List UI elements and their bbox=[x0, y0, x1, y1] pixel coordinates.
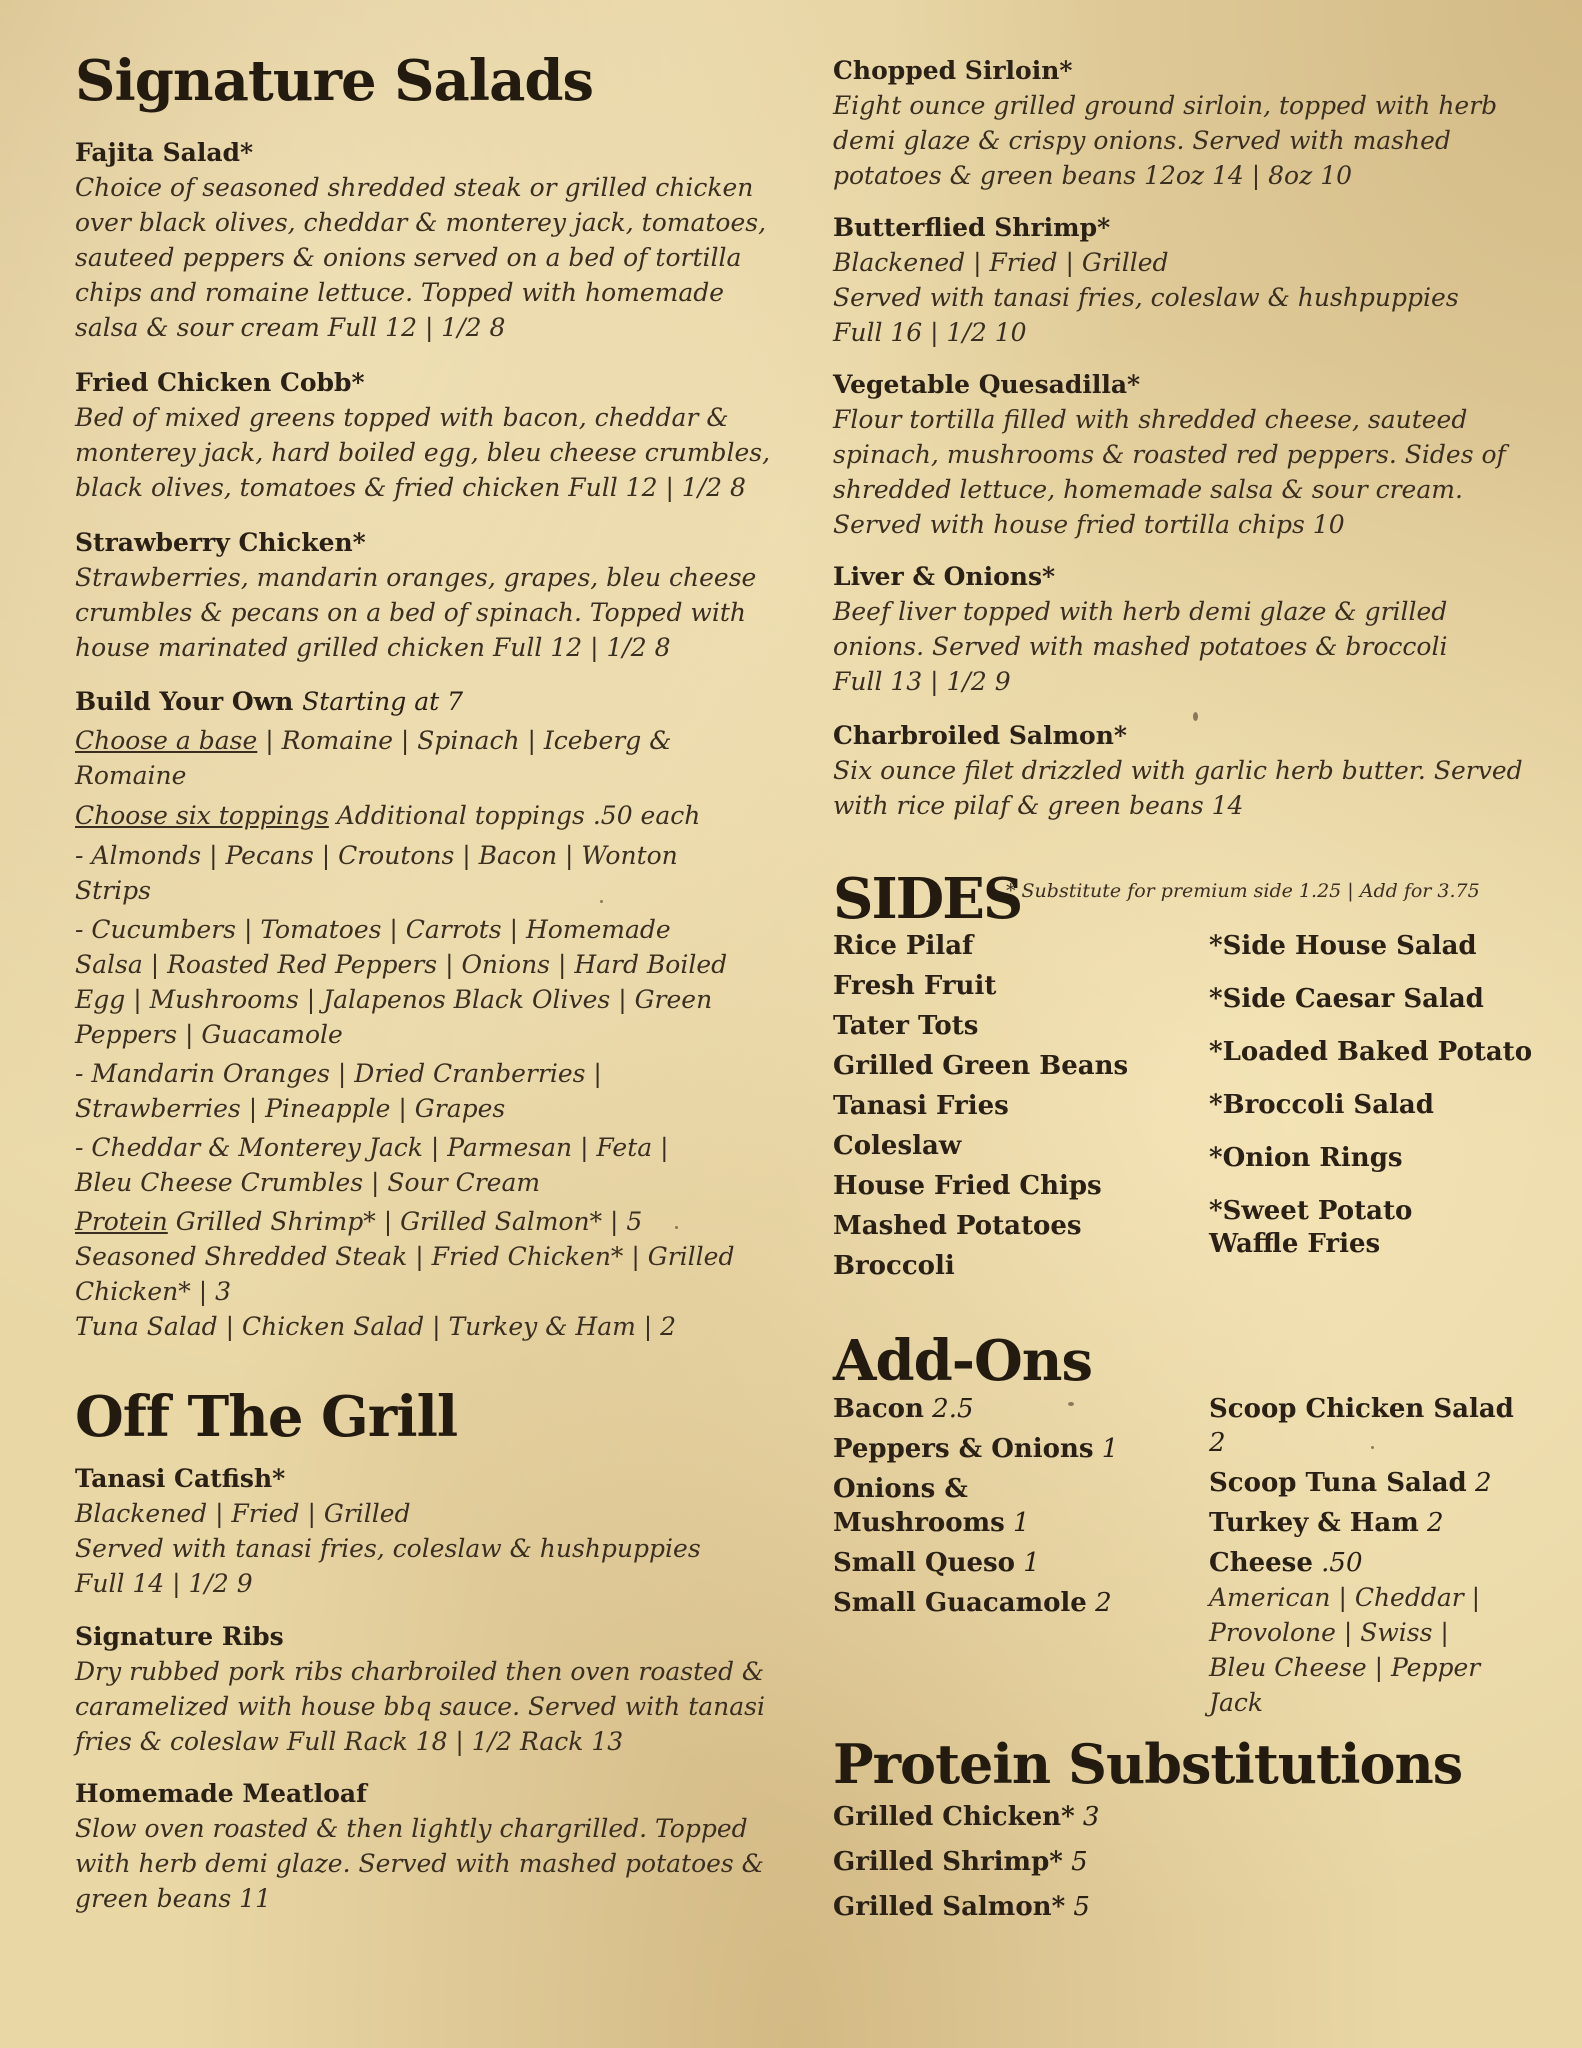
desc-line: Jack bbox=[1209, 1688, 1264, 1717]
protein-label: Protein bbox=[75, 1207, 168, 1236]
desc-line: Eight ounce grilled ground sirloin, topped with herb bbox=[833, 91, 1498, 120]
protein-sub-name: Grilled Shrimp* bbox=[833, 1847, 1063, 1877]
side-item: Coleslaw bbox=[833, 1131, 962, 1161]
item-name: Vegetable Quesadilla* bbox=[833, 370, 1141, 399]
protein-sub-name: Grilled Salmon* bbox=[833, 1892, 1066, 1922]
desc-line: Full 13 | 1/2 9 bbox=[833, 667, 1011, 696]
desc-line: Bleu Cheese | Pepper bbox=[1209, 1653, 1481, 1682]
desc-line: potatoes & green beans 12oz 14 | 8oz 10 bbox=[833, 161, 1353, 190]
desc-line: with herb demi glaze. Served with mashed potatoes & bbox=[75, 1849, 764, 1878]
desc-line: Bleu Cheese Crumbles | Sour Cream bbox=[75, 1168, 541, 1197]
premium-side-item: *Broccoli Salad bbox=[1209, 1090, 1434, 1120]
premium-side-item: *Onion Rings bbox=[1209, 1143, 1403, 1173]
menu-item-charbroiled-salmon bbox=[833, 719, 1523, 823]
desc-line: green beans 11 bbox=[75, 1884, 271, 1913]
desc-line: Served with house fried tortilla chips 10 bbox=[833, 510, 1345, 539]
desc-line: monterey jack, hard boiled egg, bleu cheese crumbles, bbox=[75, 438, 771, 467]
protein-substitutions-title: Protein Substitutions bbox=[833, 1732, 1463, 1796]
desc-line: Strips bbox=[75, 876, 151, 905]
add-on-name: Cheese bbox=[1209, 1548, 1313, 1578]
side-item: Tater Tots bbox=[833, 1011, 979, 1041]
add-on-price: .50 bbox=[1312, 1548, 1363, 1578]
item-description bbox=[833, 88, 1513, 193]
desc-line: - Almonds | Pecans | Croutons | Bacon | Wonton bbox=[75, 841, 678, 870]
toppings-note: Additional toppings .50 each bbox=[328, 801, 701, 830]
item-description bbox=[75, 170, 767, 345]
desc-line: shredded lettuce, homemade salsa & sour cream. bbox=[833, 475, 1463, 504]
add-on-item bbox=[1209, 1426, 1226, 1460]
desc-line: sauteed peppers & onions served on a bed of tortilla bbox=[75, 243, 742, 272]
sides-title: SIDES bbox=[833, 866, 1022, 932]
item-name: Tanasi Catfish* bbox=[75, 1464, 286, 1493]
item-name: Strawberry Chicken* bbox=[75, 528, 366, 557]
add-on-price: 1 bbox=[1093, 1434, 1119, 1464]
add-on-name: Peppers & Onions bbox=[833, 1434, 1094, 1464]
item-name bbox=[75, 685, 755, 719]
paper-speck bbox=[1193, 712, 1198, 721]
add-on-name: Small Guacamole bbox=[833, 1588, 1087, 1618]
paper-speck bbox=[1371, 1446, 1374, 1449]
add-on-name: Bacon bbox=[833, 1394, 924, 1424]
menu-item-signature-ribs bbox=[75, 1620, 765, 1759]
add-on-item bbox=[833, 1392, 974, 1426]
premium-side-item: Waffle Fries bbox=[1209, 1229, 1381, 1259]
desc-line: Strawberries | Pineapple | Grapes bbox=[75, 1094, 506, 1123]
item-description bbox=[833, 402, 1513, 542]
byo-name: Build Your Own bbox=[75, 687, 294, 716]
paper-speck bbox=[600, 900, 603, 903]
premium-side-item: *Side House Salad bbox=[1209, 931, 1477, 961]
add-on-price: 2 bbox=[1466, 1468, 1492, 1498]
desc-line: Provolone | Swiss | bbox=[1209, 1618, 1449, 1647]
item-name: Chopped Sirloin* bbox=[833, 56, 1073, 85]
add-on-item bbox=[1209, 1506, 1444, 1540]
add-on-name: Mushrooms bbox=[833, 1508, 1005, 1538]
item-name: Fried Chicken Cobb* bbox=[75, 368, 365, 397]
desc-line: over black olives, cheddar & monterey jack, tomatoes, bbox=[75, 208, 767, 237]
menu-item-strawberry-chicken bbox=[75, 526, 755, 665]
desc-line: Salsa | Roasted Red Peppers | Onions | Hard Boiled bbox=[75, 950, 728, 979]
desc-line: Six ounce filet drizzled with garlic herb butter. Served bbox=[833, 756, 1523, 785]
protein-sub-name: Grilled Chicken* bbox=[833, 1802, 1075, 1832]
add-on-price: 1 bbox=[1015, 1548, 1040, 1578]
signature-salads-title: Signature Salads bbox=[75, 48, 594, 114]
paper-speck bbox=[1068, 1402, 1074, 1406]
sides-note: * Substitute for premium side 1.25 | Add for 3.75 bbox=[1006, 880, 1480, 902]
protein-sub-price: 3 bbox=[1074, 1802, 1100, 1832]
side-item: House Fried Chips bbox=[833, 1171, 1102, 1201]
desc-line: Bed of mixed greens topped with bacon, cheddar & bbox=[75, 403, 729, 432]
menu-item-build-your-own bbox=[75, 685, 755, 1344]
menu-item-homemade-meatloaf bbox=[75, 1777, 764, 1916]
item-name: Fajita Salad* bbox=[75, 138, 254, 167]
desc-line: - Cheddar & Monterey Jack | Parmesan | Feta | bbox=[75, 1133, 669, 1162]
add-on-name: Onions & bbox=[833, 1474, 968, 1504]
item-name: Liver & Onions* bbox=[833, 562, 1056, 591]
paper-speck bbox=[675, 1226, 678, 1229]
off-the-grill-title: Off The Grill bbox=[75, 1384, 458, 1450]
add-on-item bbox=[833, 1586, 1112, 1620]
item-description bbox=[75, 1654, 765, 1759]
side-item: Tanasi Fries bbox=[833, 1091, 1009, 1121]
add-on-name: Scoop Tuna Salad bbox=[1209, 1468, 1467, 1498]
desc-line: Blackened | Fried | Grilled bbox=[75, 1499, 411, 1528]
desc-line: black olives, tomatoes & fried chicken Full 12 | 1/2 8 bbox=[75, 473, 746, 502]
byo-topping-list bbox=[75, 838, 755, 1200]
menu-item-fajita-salad bbox=[75, 136, 767, 345]
add-on-item bbox=[833, 1472, 968, 1506]
item-name: Charbroiled Salmon* bbox=[833, 721, 1127, 750]
add-on-price: 2.5 bbox=[923, 1394, 974, 1424]
protein-options: Grilled Shrimp* | Grilled Salmon* | 5 bbox=[167, 1207, 643, 1236]
menu-item-chopped-sirloin bbox=[833, 54, 1513, 193]
item-description bbox=[833, 753, 1523, 823]
protein-sub-item bbox=[833, 1845, 1088, 1879]
byo-starting-price: Starting at 7 bbox=[302, 687, 464, 716]
menu-item-tanasi-catfish bbox=[75, 1462, 755, 1601]
desc-line: Tuna Salad | Chicken Salad | Turkey & Ham | 2 bbox=[75, 1312, 677, 1341]
desc-line: Full 16 | 1/2 10 bbox=[833, 318, 1027, 347]
item-description bbox=[75, 400, 771, 505]
desc-line: salsa & sour cream Full 12 | 1/2 8 bbox=[75, 313, 506, 342]
desc-line bbox=[75, 1204, 755, 1239]
add-on-item bbox=[1209, 1466, 1492, 1500]
desc-line: demi glaze & crispy onions. Served with mashed bbox=[833, 126, 1451, 155]
desc-line: spinach, mushrooms & roasted red peppers. Sides of bbox=[833, 440, 1506, 469]
desc-line: chips and romaine lettuce. Topped with homemade bbox=[75, 278, 725, 307]
side-item: Grilled Green Beans bbox=[833, 1051, 1129, 1081]
desc-line: Served with tanasi fries, coleslaw & hushpuppies bbox=[833, 283, 1459, 312]
choose-toppings-label: Choose six toppings bbox=[75, 801, 329, 830]
desc-line bbox=[75, 723, 755, 758]
add-ons-title: Add-Ons bbox=[833, 1328, 1093, 1394]
menu-item-vegetable-quesadilla bbox=[833, 368, 1513, 542]
protein-sub-item bbox=[833, 1890, 1090, 1924]
base-options: | Romaine | Spinach | Iceberg & bbox=[257, 726, 672, 755]
item-name: Signature Ribs bbox=[75, 1622, 284, 1651]
byo-toppings bbox=[75, 798, 755, 833]
desc-line: Slow oven roasted & then lightly chargrilled. Topped bbox=[75, 1814, 748, 1843]
desc-line: fries & coleslaw Full Rack 18 | 1/2 Rack 13 bbox=[75, 1727, 624, 1756]
premium-side-item: *Side Caesar Salad bbox=[1209, 984, 1484, 1014]
desc-line: American | Cheddar | bbox=[1209, 1583, 1481, 1612]
add-on-item bbox=[833, 1506, 1030, 1540]
desc-line: Egg | Mushrooms | Jalapenos Black Olives | Green bbox=[75, 985, 713, 1014]
desc-line: Dry rubbed pork ribs charbroiled then oven roasted & bbox=[75, 1657, 765, 1686]
desc-line: Choice of seasoned shredded steak or grilled chicken bbox=[75, 173, 754, 202]
menu-item-liver-onions bbox=[833, 560, 1513, 699]
byo-protein bbox=[75, 1204, 755, 1344]
menu-item-butterflied-shrimp bbox=[833, 211, 1513, 350]
side-item: Mashed Potatoes bbox=[833, 1211, 1082, 1241]
add-on-item bbox=[833, 1546, 1040, 1580]
desc-line: Flour tortilla filled with shredded cheese, sauteed bbox=[833, 405, 1468, 434]
item-description bbox=[75, 560, 755, 665]
desc-line: house marinated grilled chicken Full 12 | 1/2 8 bbox=[75, 633, 671, 662]
desc-line: Peppers | Guacamole bbox=[75, 1020, 343, 1049]
add-on-name: Scoop Chicken Salad bbox=[1209, 1394, 1514, 1424]
item-name: Butterflied Shrimp* bbox=[833, 213, 1111, 242]
desc-line: Full 14 | 1/2 9 bbox=[75, 1569, 253, 1598]
add-on-item bbox=[833, 1432, 1118, 1466]
desc-line: Chicken* | 3 bbox=[75, 1277, 231, 1306]
protein-sub-price: 5 bbox=[1065, 1892, 1090, 1922]
desc-line: Romaine bbox=[75, 761, 187, 790]
add-on-price: 1 bbox=[1004, 1508, 1030, 1538]
add-on-price: 2 bbox=[1209, 1428, 1226, 1458]
desc-line: - Mandarin Oranges | Dried Cranberries | bbox=[75, 1059, 602, 1088]
byo-base bbox=[75, 723, 755, 793]
menu-item-fried-chicken-cobb bbox=[75, 366, 771, 505]
desc-line: Blackened | Fried | Grilled bbox=[833, 248, 1169, 277]
desc-line: crumbles & pecans on a bed of spinach. Topped with bbox=[75, 598, 746, 627]
premium-side-item: *Sweet Potato bbox=[1209, 1196, 1413, 1226]
item-description bbox=[75, 1811, 764, 1916]
item-name: Homemade Meatloaf bbox=[75, 1779, 367, 1808]
choose-base-label: Choose a base bbox=[75, 726, 258, 755]
add-on-item bbox=[1209, 1546, 1363, 1580]
protein-sub-item bbox=[833, 1800, 1099, 1834]
desc-line: - Cucumbers | Tomatoes | Carrots | Homemade bbox=[75, 915, 671, 944]
item-description bbox=[833, 245, 1513, 350]
desc-line: with rice pilaf & green beans 14 bbox=[833, 791, 1244, 820]
item-description bbox=[75, 1496, 755, 1601]
add-on-item bbox=[1209, 1392, 1514, 1426]
desc-line: Strawberries, mandarin oranges, grapes, bleu cheese bbox=[75, 563, 757, 592]
desc-line bbox=[75, 798, 755, 833]
premium-side-item: *Loaded Baked Potato bbox=[1209, 1037, 1533, 1067]
desc-line: Served with tanasi fries, coleslaw & hushpuppies bbox=[75, 1534, 701, 1563]
protein-sub-price: 5 bbox=[1062, 1847, 1088, 1877]
side-item: Rice Pilaf bbox=[833, 931, 974, 961]
side-item: Broccoli bbox=[833, 1251, 955, 1281]
desc-line: Beef liver topped with herb demi glaze & grilled bbox=[833, 597, 1448, 626]
desc-line: onions. Served with mashed potatoes & broccoli bbox=[833, 632, 1448, 661]
desc-line: Seasoned Shredded Steak | Fried Chicken* | Grilled bbox=[75, 1242, 735, 1271]
cheese-options bbox=[1209, 1580, 1480, 1720]
desc-line: caramelized with house bbq sauce. Served with tanasi bbox=[75, 1692, 765, 1721]
add-on-price: 2 bbox=[1086, 1588, 1112, 1618]
add-on-price: 2 bbox=[1418, 1508, 1444, 1538]
add-on-name: Small Queso bbox=[833, 1548, 1016, 1578]
add-on-name: Turkey & Ham bbox=[1209, 1508, 1419, 1538]
item-description bbox=[833, 594, 1513, 699]
side-item: Fresh Fruit bbox=[833, 971, 997, 1001]
